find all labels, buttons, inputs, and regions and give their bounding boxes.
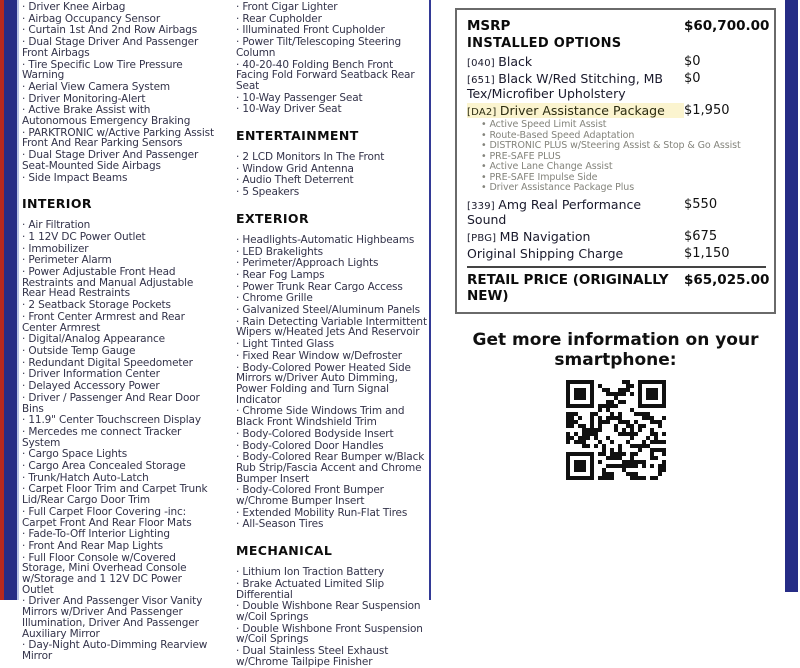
feature-item: · Immobilizer <box>22 244 214 255</box>
feature-item: · Power Adjustable Front Head Restraints and Manual Adjustable Rear Head Restraints <box>22 267 214 299</box>
column-divider <box>429 0 431 600</box>
option-row <box>467 246 766 261</box>
msrp-value: $60,700.00 <box>684 18 770 34</box>
option-sub-list <box>481 120 766 194</box>
feature-item: · Driver / Passenger And Rear Door Bins <box>22 393 214 414</box>
feature-item: · Double Wishbone Rear Suspension w/Coil Springs <box>236 601 428 622</box>
feature-item: · Driver Information Center <box>22 369 214 380</box>
feature-item: · Curtain 1st And 2nd Row Airbags <box>22 25 214 36</box>
feature-item: · Redundant Digital Speedometer <box>22 358 214 369</box>
section-title-mechanical: MECHANICAL <box>236 543 333 559</box>
feature-item: · Outside Temp Gauge <box>22 346 214 357</box>
option-label: Original Shipping Charge <box>467 245 624 261</box>
option-row <box>467 54 766 69</box>
smartphone-prompt: Get more information on your smartphone: <box>472 329 759 370</box>
option-price: $0 <box>684 71 701 86</box>
left-navy-border <box>4 0 17 600</box>
option-sub-item: • Active Lane Change Assist <box>481 162 766 173</box>
option-label: [040] Black <box>467 54 533 69</box>
retail-price-label: RETAIL PRICE (ORIGINALLY NEW) <box>467 271 669 304</box>
feature-item: · LED Brakelights <box>236 247 428 258</box>
feature-item: · 1 12V DC Power Outlet <box>22 232 214 243</box>
feature-item: · Fade-To-Off Interior Lighting <box>22 529 214 540</box>
feature-item: · All-Season Tires <box>236 519 428 530</box>
option-sub-item: • Active Speed Limit Assist <box>481 120 766 131</box>
feature-item: · Airbag Occupancy Sensor <box>22 14 214 25</box>
feature-item: · Full Carpet Floor Covering -inc: Carpet Front And Rear Floor Mats <box>22 507 214 528</box>
feature-item: · Aerial View Camera System <box>22 82 214 93</box>
options-list <box>467 54 766 261</box>
left-border-highlight <box>17 0 19 600</box>
feature-item: · Body-Colored Rear Bumper w/Black Rub Strip/Fascia Accent and Chrome Bumper Insert <box>236 452 428 484</box>
option-sub-item: • Driver Assistance Package Plus <box>481 183 766 194</box>
msrp-label: MSRP <box>467 18 511 34</box>
feature-item: · Driver Knee Airbag <box>22 2 214 13</box>
features-area <box>22 2 428 668</box>
option-price: $1,150 <box>684 245 730 261</box>
feature-item: · Front And Rear Map Lights <box>22 541 214 552</box>
option-sub-item: • DISTRONIC PLUS w/Steering Assist & Stop & Go Assist <box>481 141 766 152</box>
feature-item: · Headlights-Automatic Highbeams <box>236 235 428 246</box>
feature-item: · Light Tinted Glass <box>236 339 428 350</box>
feature-item: · 5 Speakers <box>236 187 428 198</box>
feature-item: · Extended Mobility Run-Flat Tires <box>236 508 428 519</box>
retail-price-row <box>467 266 770 304</box>
feature-item: · Full Floor Console w/Covered Storage, Mini Overhead Console w/Storage and 1 12V DC Power Outlet <box>22 553 214 596</box>
option-row <box>467 103 766 118</box>
feature-item: · Perimeter/Approach Lights <box>236 258 428 269</box>
option-price: $0 <box>684 54 701 69</box>
feature-item: · Body-Colored Door Handles <box>236 441 428 452</box>
option-sub-item: • PRE-SAFE PLUS <box>481 152 766 163</box>
option-code: [651] <box>467 75 499 86</box>
features-column-2 <box>236 2 428 668</box>
feature-item: · Power Tilt/Telescoping Steering Column <box>236 37 428 58</box>
feature-item: · Fixed Rear Window w/Defroster <box>236 351 428 362</box>
features-column-1 <box>22 2 214 668</box>
option-code: [DA2] <box>467 107 500 118</box>
installed-options-header: INSTALLED OPTIONS <box>467 36 622 51</box>
option-sub-item: • Route-Based Speed Adaptation <box>481 131 766 142</box>
option-row <box>467 229 766 244</box>
option-code: [PBG] <box>467 232 500 244</box>
feature-item: · Air Filtration <box>22 220 214 231</box>
qr-code <box>566 380 666 484</box>
price-box <box>455 8 776 314</box>
feature-item: · Dual Stainless Steel Exhaust w/Chrome Tailpipe Finisher <box>236 646 428 667</box>
feature-item: · Active Brake Assist with Autonomous Emergency Braking <box>22 105 214 126</box>
feature-item: · 2 Seatback Storage Pockets <box>22 300 214 311</box>
feature-item: · Illuminated Front Cupholder <box>236 25 428 36</box>
feature-item: · Front Center Armrest and Rear Center Armrest <box>22 312 214 333</box>
feature-item: · Body-Colored Power Heated Side Mirrors w/Driver Auto Dimming, Power Folding and Turn Signal Indicator <box>236 363 428 406</box>
option-price: $1,950 <box>684 103 730 118</box>
option-code: [339] <box>467 200 499 212</box>
retail-price-value: $65,025.00 <box>684 271 770 288</box>
pricing-panel <box>440 0 785 484</box>
feature-item: · PARKTRONIC w/Active Parking Assist Front And Rear Parking Sensors <box>22 128 214 149</box>
feature-item: · Cargo Space Lights <box>22 449 214 460</box>
option-label: [339] Amg Real Performance Sound <box>467 196 642 227</box>
option-sub-item: • PRE-SAFE Impulse Side <box>481 173 766 184</box>
feature-item: · Galvanized Steel/Aluminum Panels <box>236 305 428 316</box>
feature-item: · Rain Detecting Variable Intermittent Wipers w/Heated Jets And Reservoir <box>236 317 428 338</box>
feature-item: · Delayed Accessory Power <box>22 381 214 392</box>
feature-item: · Audio Theft Deterrent <box>236 175 428 186</box>
option-label: [PBG] MB Navigation <box>467 228 591 244</box>
option-label: [DA2] Driver Assistance Package <box>467 103 684 118</box>
option-row <box>467 197 766 227</box>
option-row <box>467 71 766 101</box>
option-price: $550 <box>684 196 718 212</box>
feature-item: · Carpet Floor Trim and Carpet Trunk Lid/Rear Cargo Door Trim <box>22 484 214 505</box>
feature-item: · Rear Fog Lamps <box>236 270 428 281</box>
option-code: [040] <box>467 58 499 69</box>
feature-item: · Digital/Analog Appearance <box>22 334 214 345</box>
feature-item: · Chrome Side Windows Trim and Black Front Windshield Trim <box>236 406 428 427</box>
feature-item: · Driver And Passenger Visor Vanity Mirrors w/Driver And Passenger Illumination, Driver And Passenger Auxiliary Mirror <box>22 596 214 639</box>
feature-item: · 10-Way Driver Seat <box>236 104 428 115</box>
feature-item: · Side Impact Beams <box>22 173 214 184</box>
feature-item: · 11.9" Center Touchscreen Display <box>22 415 214 426</box>
option-label: [651] Black W/Red Stitching, MB Tex/Microfiber Upholstery <box>467 71 664 101</box>
msrp-row <box>467 18 770 34</box>
feature-item: · Brake Actuated Limited Slip Differential <box>236 579 428 600</box>
feature-item: · Rear Cupholder <box>236 14 428 25</box>
right-navy-border <box>785 0 798 592</box>
feature-item: · Front Cigar Lighter <box>236 2 428 13</box>
feature-item: · Body-Colored Bodyside Insert <box>236 429 428 440</box>
section-title-exterior: EXTERIOR <box>236 210 309 226</box>
feature-item: · Power Trunk Rear Cargo Access <box>236 282 428 293</box>
qr-section <box>455 330 776 484</box>
feature-item: · Body-Colored Front Bumper w/Chrome Bumper Insert <box>236 485 428 506</box>
section-title-entertainment: ENTERTAINMENT <box>236 128 359 144</box>
feature-item: · Tire Specific Low Tire Pressure Warning <box>22 60 214 81</box>
feature-item: · Dual Stage Driver And Passenger Seat-Mounted Side Airbags <box>22 150 214 171</box>
feature-item: · Perimeter Alarm <box>22 255 214 266</box>
feature-item: · 40-20-40 Folding Bench Front Facing Fold Forward Seatback Rear Seat <box>236 60 428 92</box>
feature-item: · Dual Stage Driver And Passenger Front Airbags <box>22 37 214 58</box>
section-title-interior: INTERIOR <box>22 196 92 212</box>
feature-item: · Mercedes me connect Tracker System <box>22 427 214 448</box>
feature-item: · Window Grid Antenna <box>236 164 428 175</box>
feature-item: · Chrome Grille <box>236 293 428 304</box>
feature-item: · 2 LCD Monitors In The Front <box>236 152 428 163</box>
feature-item: · 10-Way Passenger Seat <box>236 93 428 104</box>
feature-item: · Lithium Ion Traction Battery <box>236 567 428 578</box>
feature-item: · Cargo Area Concealed Storage <box>22 461 214 472</box>
option-price: $675 <box>684 228 718 244</box>
feature-item: · Double Wishbone Front Suspension w/Coil Springs <box>236 624 428 645</box>
feature-item: · Trunk/Hatch Auto-Latch <box>22 473 214 484</box>
feature-item: · Day-Night Auto-Dimming Rearview Mirror <box>22 640 214 661</box>
feature-item: · Driver Monitoring-Alert <box>22 94 214 105</box>
